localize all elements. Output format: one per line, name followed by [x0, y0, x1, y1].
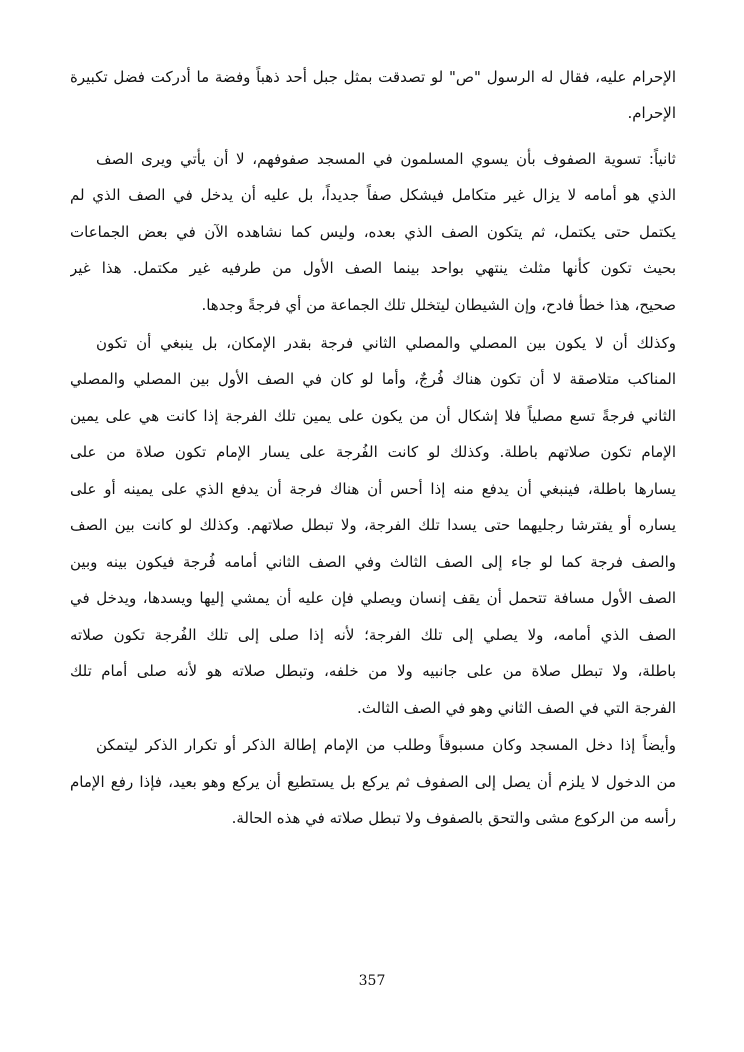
- text-line: الصف الذي أمامه، ولا يصلي إلى تلك الفرجة؛ لأنه إذا صلى إلى تلك الفُرجة تكون صلاته: [70, 626, 676, 644]
- text-line: الإحرام.: [627, 104, 676, 122]
- text-line: من الدخول لا يلزم أن يصل إلى الصفوف ثم يركع بل يستطيع أن يركع وهو بعيد، فإذا رفع الإمام: [70, 773, 676, 791]
- text-line: وأيضاً إذا دخل المسجد وكان مسبوقاً وطلب من الإمام إطالة الذكر أو تكرار الذكر ليتمكن: [96, 736, 676, 754]
- text-line: يساره أو يفترشا رجليهما حتى يسدا تلك الفرجة، ولا تبطل صلاتهم. وكذلك لو كانت بين الصف: [70, 516, 676, 534]
- text-line: بحيث تكون كأنها مثلث ينتهي بواحد بينما الصف الأول من طرفيه غير مكتمل. هذا غير: [70, 259, 676, 277]
- text-line: باطلة، ولا تبطل صلاة من على جانبيه ولا من خلفه، وتبطل صلاته هو لأنه صلى أمام تلك: [70, 662, 676, 680]
- text-line: الذي هو أمامه لا يزال غير متكامل فيشكل صفاً جديداً، بل عليه أن يدخل في الصف الذي لم: [70, 186, 676, 204]
- text-line: ثانياً: تسوية الصفوف بأن يسوي المسلمون في المسجد صفوفهم، لا أن يأتي ويرى الصف: [96, 150, 676, 168]
- text-line: صحيح، هذا خطأ فادح، وإن الشيطان ليتخلل تلك الجماعة من أي فرجةً وجدها.: [201, 296, 676, 314]
- text-line: رأسه من الركوع مشى والتحق بالصفوف ولا تبطل صلاته في هذه الحالة.: [231, 809, 676, 827]
- text-line: وكذلك أن لا يكون بين المصلي والمصلي الثاني فرجة بقدر الإمكان، بل ينبغي أن تكون: [96, 334, 676, 352]
- text-line: الإمام تكون صلاتهم باطلة. وكذلك لو كانت الفُرجة على يسار الإمام تكون صلاة من على: [70, 443, 676, 461]
- text-line: والصف فرجة كما لو جاء إلى الصف الثالث وفي الصف الثاني أمامه فُرجة فيكون بينه وبين: [70, 553, 676, 571]
- text-line: الصف الأول مسافة تتحمل أن يقف إنسان ويصلي فإن عليه أن يمشي إليها ويسدها، ويدخل في: [70, 589, 676, 607]
- text-line: الفرجة التي في الصف الثاني وهو في الصف الثالث.: [356, 699, 676, 717]
- page-number: 357: [358, 973, 386, 989]
- text-line: يكتمل حتى يكتمل، ثم يتكون الصف الذي بعده، وليس كما نشاهده الآن في بعض الجماعات: [70, 223, 676, 241]
- text-line: المناكب متلاصقة لا أن تكون هناك فُرجٌ، وأما لو كان في الصف الأول بين المصلي والمصلي: [70, 370, 676, 388]
- text-line: الإحرام عليه، فقال له الرسول "ص" لو تصدقت بمثل جبل أحد ذهباً وفضة ما أدركت فضل تكبيرة: [70, 68, 676, 86]
- text-line: الثاني فرجةً تسع مصلياً فلا إشكال أن من يكون على يمين تلك الفرجة إذا كانت هي على يمين: [70, 407, 676, 425]
- text-line: يسارها باطلة، فينبغي أن يدفع منه إذا أحس أن هناك فرجة أن يدفع الذي على يمينه أو على: [70, 480, 676, 498]
